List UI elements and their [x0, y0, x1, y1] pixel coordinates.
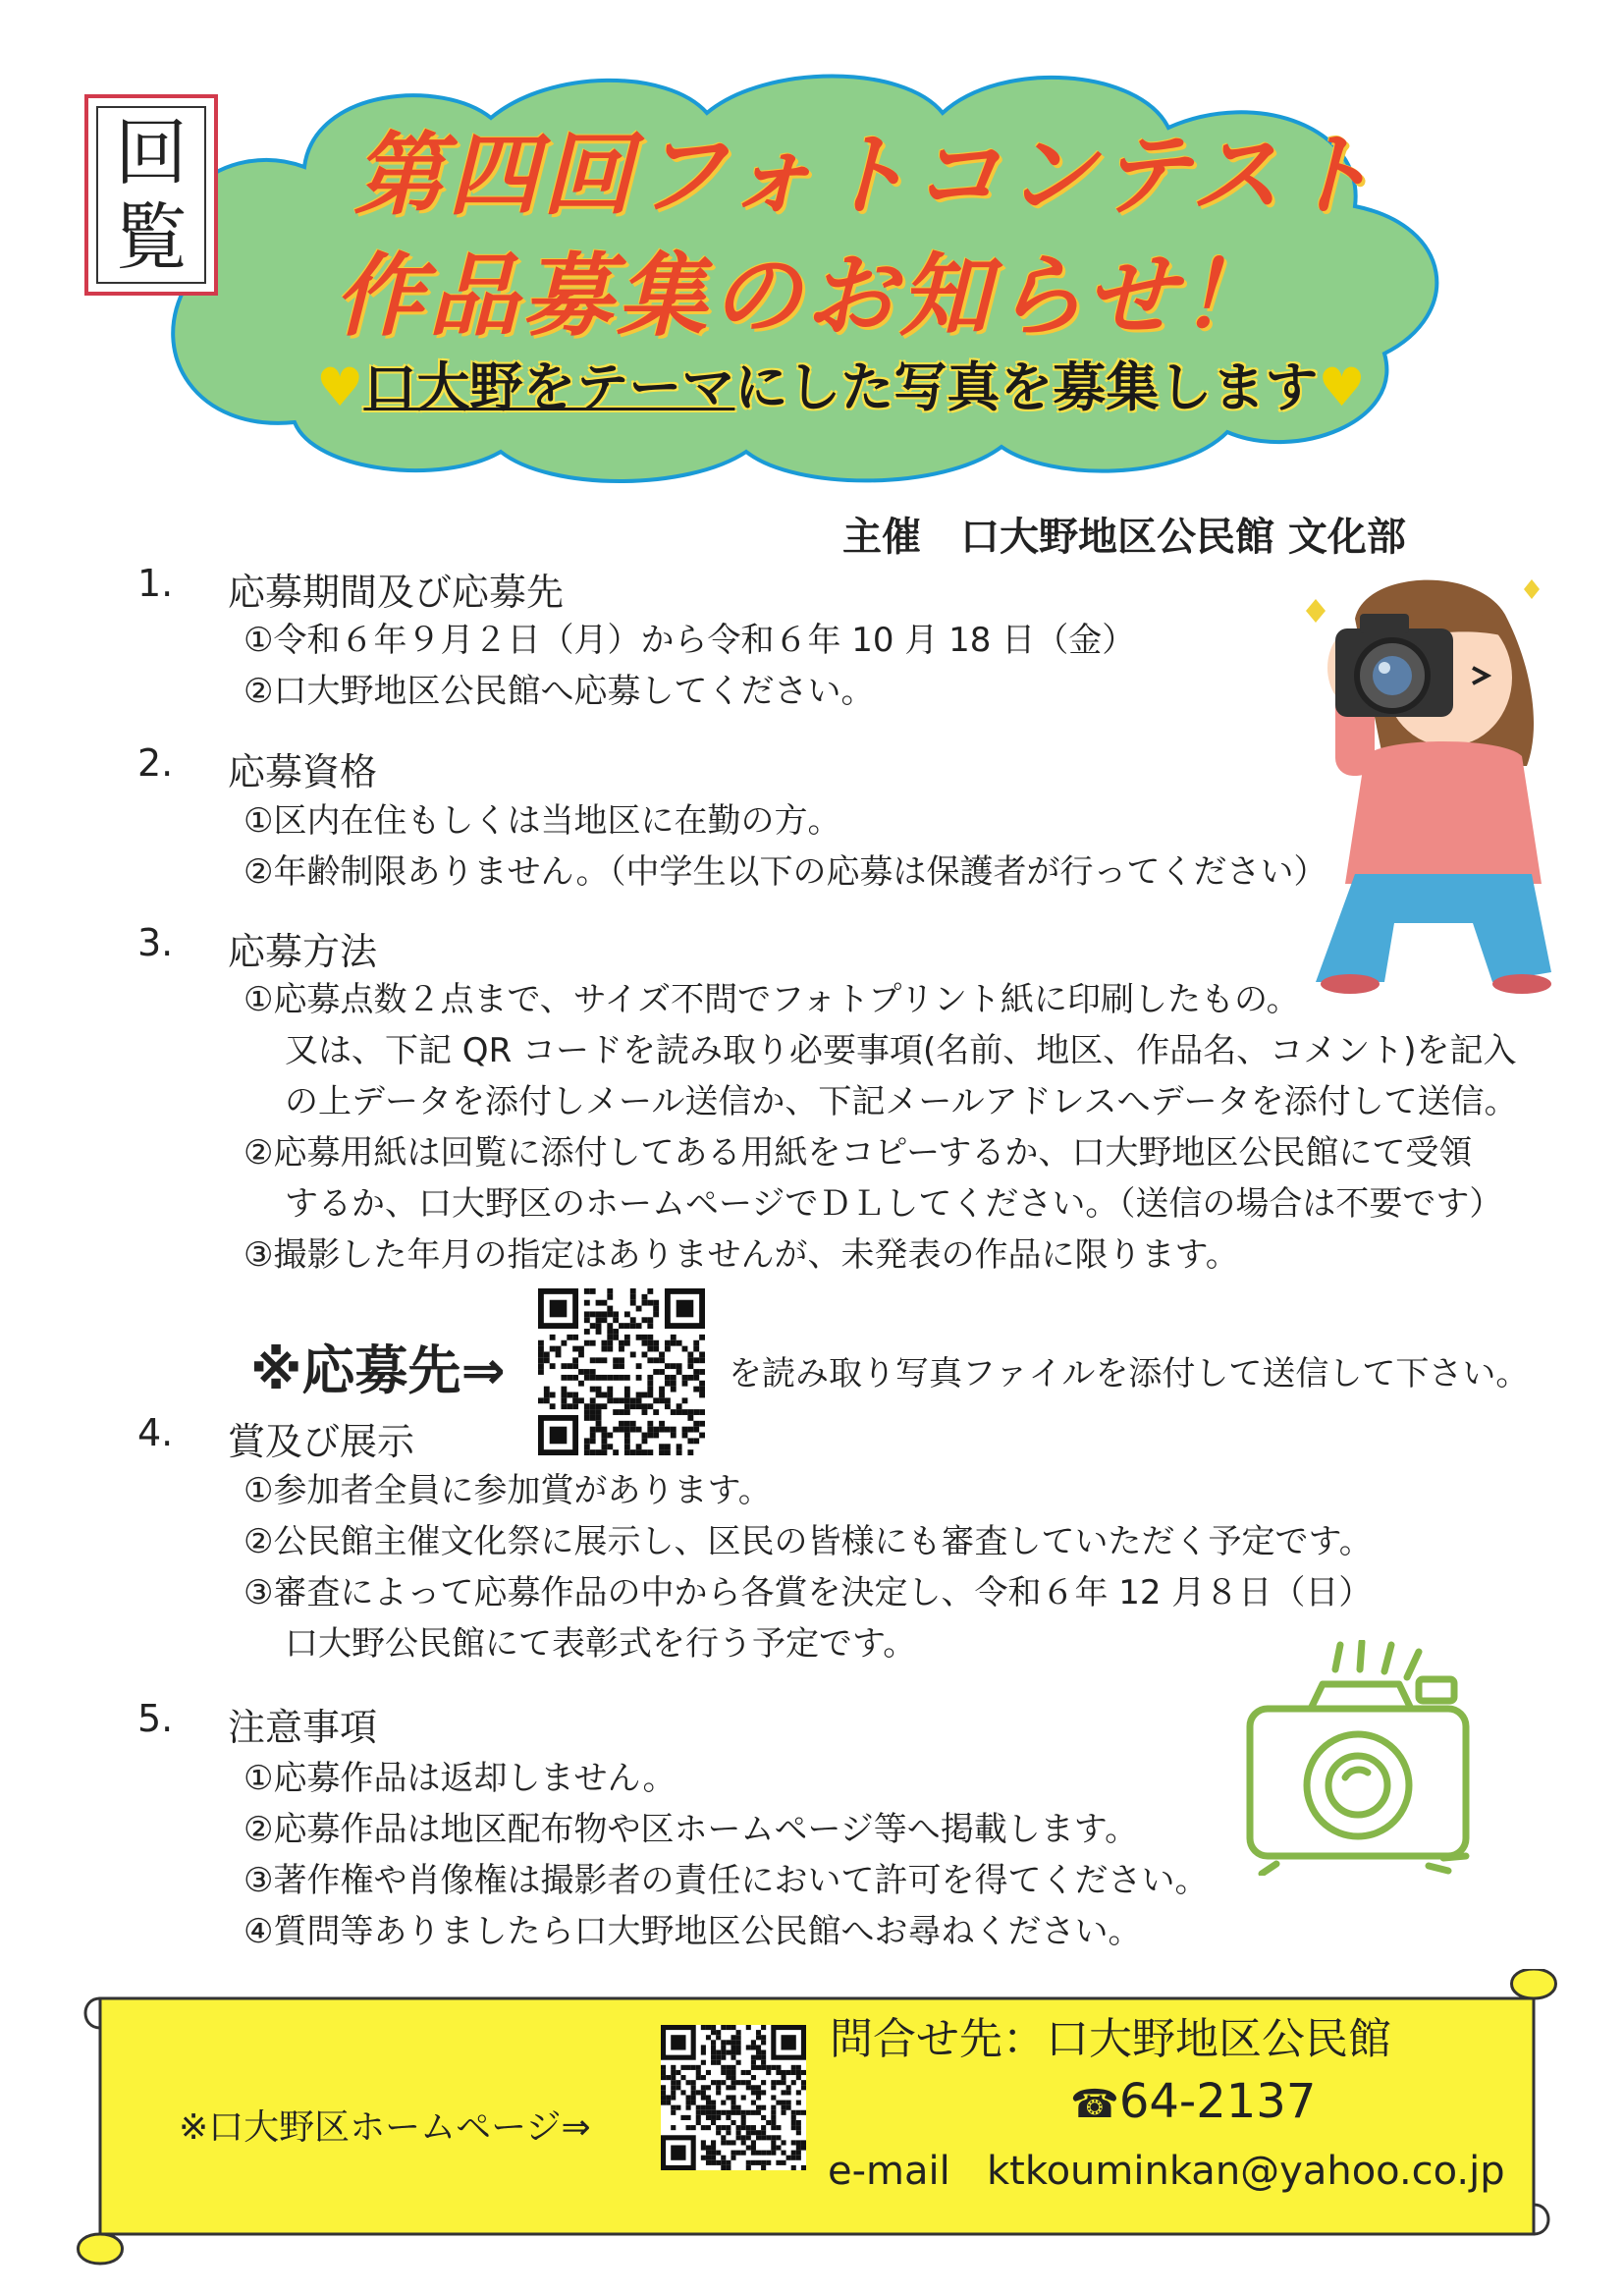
section-3-number: 3. — [137, 921, 174, 964]
phone-number: 64-2137 — [1118, 2074, 1317, 2129]
section-3-line: するか、口大野区のホームページでＤＬしてください。（送信の場合は不要です） — [285, 1184, 1503, 1224]
section-2-line: ②年齢制限ありません。（中学生以下の応募は保護者が行ってください） — [244, 852, 1327, 892]
section-3-line: ③撮影した年月の指定はありませんが、未発表の作品に限ります。 — [244, 1235, 1239, 1275]
section-3-line: ②応募用紙は回覧に添付してある用紙をコピーするか、口大野地区公民館にて受領 — [244, 1133, 1473, 1173]
heart-icon: ♥ — [316, 356, 364, 418]
subtitle-rest: にした写真を募集します — [734, 356, 1319, 418]
stamp-char-1: 回 — [115, 110, 188, 195]
subtitle-theme: 口大野をテーマ — [363, 356, 735, 418]
organizer: 主催 口大野地区公民館 文化部 — [842, 515, 1406, 560]
homepage-label: ※口大野区ホームページ⇒ — [179, 2107, 591, 2148]
section-4-line: ②公民館主催文化祭に展示し、区民の皆様にも審査していただく予定です。 — [244, 1522, 1373, 1561]
section-5-line: ③著作権や肖像権は撮影者の責任において許可を得てください。 — [244, 1861, 1209, 1900]
entry-qr-code[interactable] — [538, 1288, 705, 1455]
section-4-line: 口大野公民館にて表彰式を行う予定です。 — [285, 1624, 917, 1664]
section-2-number: 2. — [137, 741, 174, 785]
section-4-line: ③審査によって応募作品の中から各賞を決定し、令和６年 12 月８日（日） — [244, 1573, 1373, 1612]
section-3-line: の上データを添付しメール送信か、下記メールアドレスへデータを添付して送信。 — [285, 1082, 1518, 1121]
section-3-line: 又は、下記 QR コードを読み取り必要事項(名前、地区、作品名、コメント)を記入 — [285, 1031, 1517, 1070]
circulation-stamp — [84, 94, 218, 296]
photographer-illustration — [1276, 560, 1571, 1011]
camera-icon — [1242, 1640, 1497, 1876]
heart-icon: ♥ — [1318, 356, 1366, 418]
section-1-line: ①令和６年９月２日（月）から令和６年 10 月 18 日（金） — [244, 621, 1136, 660]
section-3-heading: 応募方法 — [228, 930, 378, 973]
section-1-line: ②口大野地区公民館へ応募してください。 — [244, 672, 875, 711]
entry-label: ※応募先⇒ — [250, 1339, 506, 1401]
section-4-number: 4. — [137, 1411, 174, 1454]
section-1-number: 1. — [137, 562, 174, 605]
email-label: e-mail — [828, 2149, 950, 2194]
homepage-qr-code[interactable] — [661, 2025, 806, 2170]
section-3-line: ①応募点数２点まで、サイズ不問でフォトプリント紙に印刷したもの。 — [244, 980, 1300, 1019]
section-5-line: ①応募作品は返却しません。 — [244, 1759, 677, 1798]
phone-row — [1070, 2074, 1316, 2129]
title-line-2: 作品募集のお知らせ！ — [334, 244, 1274, 349]
section-2-line: ①区内在住もしくは当地区に在勤の方。 — [244, 801, 841, 841]
subtitle — [316, 346, 1366, 421]
section-5-line: ②応募作品は地区配布物や区ホームページ等へ掲載します。 — [244, 1810, 1139, 1849]
section-2-heading: 応募資格 — [228, 750, 378, 793]
email-address[interactable]: ktkouminkan@yahoo.co.jp — [987, 2149, 1505, 2194]
stamp-char-2: 覧 — [115, 194, 188, 280]
section-1-heading: 応募期間及び応募先 — [228, 571, 565, 614]
title-line-1: 第四回フォトコンテスト — [353, 123, 1380, 228]
section-5-number: 5. — [137, 1697, 174, 1740]
contact-label: 問合せ先：口大野地区公民館 — [830, 2014, 1391, 2064]
section-4-line: ①参加者全員に参加賞があります。 — [244, 1471, 772, 1510]
section-5-heading: 注意事項 — [228, 1706, 378, 1749]
phone-fax-icon: ☎ — [1070, 2082, 1119, 2127]
section-5-line: ④質問等ありましたら口大野地区公民館へお尋ねください。 — [244, 1912, 1142, 1951]
entry-instruction: を読み取り写真ファイルを添付して送信して下さい。 — [729, 1354, 1530, 1393]
section-4-heading: 賞及び展示 — [228, 1420, 415, 1463]
